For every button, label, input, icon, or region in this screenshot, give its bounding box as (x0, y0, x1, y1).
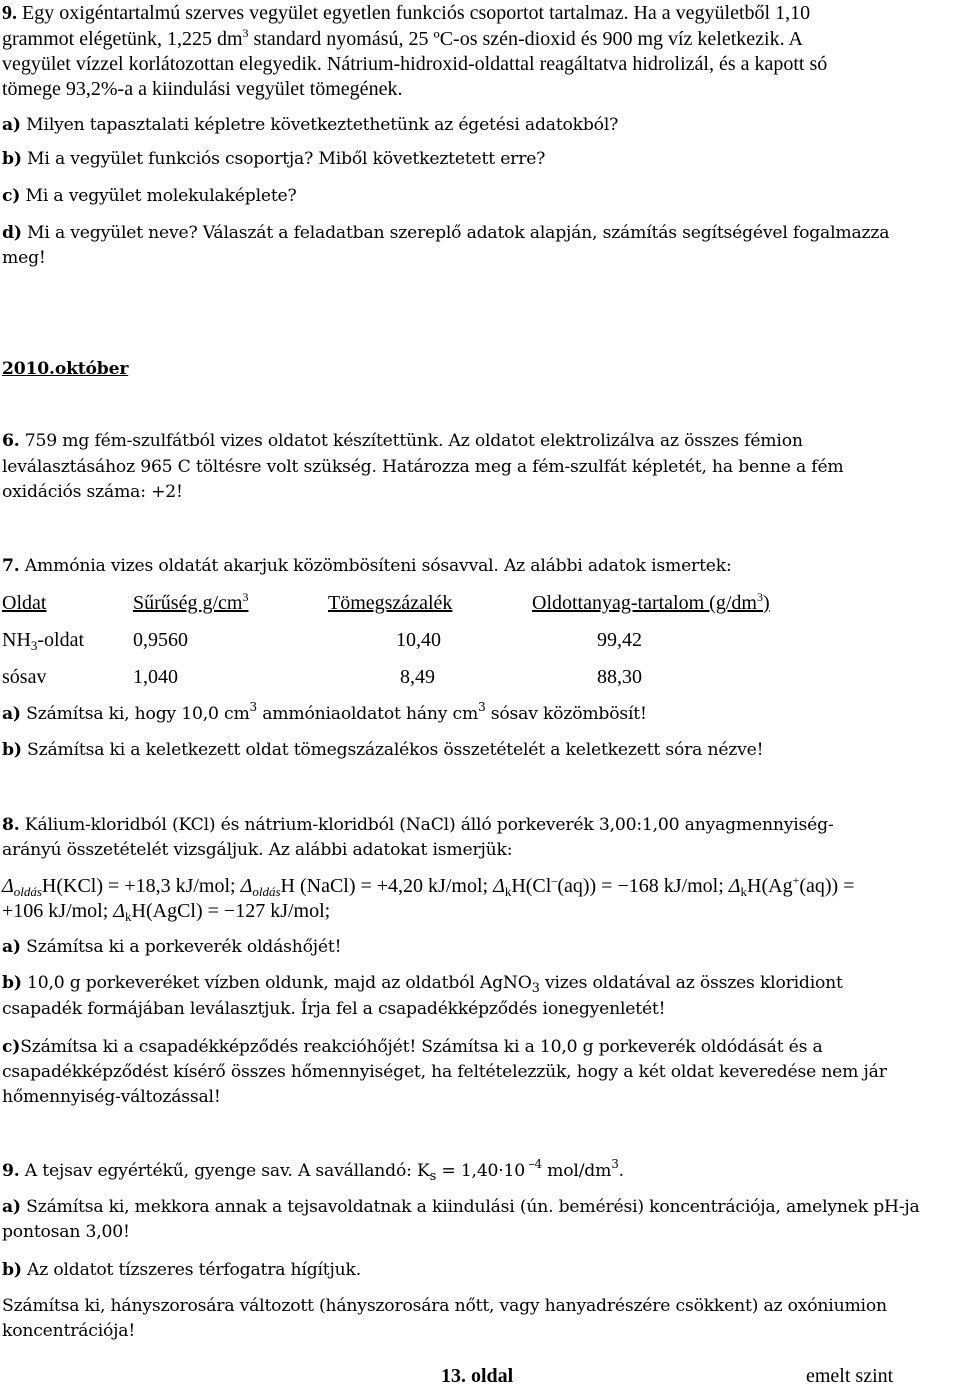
table-row-hcl-name: sósav (2, 666, 47, 688)
problem-7-intro: 7. Ammónia vizes oldatát akarjuk közömbösíteni sósavval. Az alábbi adatok ismertek: (2, 556, 732, 576)
problem-8-question-c: c)Számítsa ki a csapadékképződés reakcióhőjét! Számítsa ki a 10,0 g porkeverék oldódását és a (2, 1037, 823, 1057)
problem-9b-question-a-cont: pontosan 3,00! (2, 1222, 130, 1242)
problem-9b-line-4: Számítsa ki, hányszorosára változott (hányszorosára nőtt, vagy hanyadrészére csökkent) az oxóniumion (2, 1296, 887, 1316)
table-header-dissolved-content: Oldottanyag-tartalom $(g/dm^3)$ (532, 590, 770, 614)
problem-7-question-b: b) Számítsa ki a keletkezett oldat tömegszázalékos összetételét a keletkezett sóra nézve! (2, 740, 764, 760)
date-heading: 2010.október (2, 359, 129, 379)
problem-number: 6. (2, 431, 20, 451)
problem-9-question-b: b) Mi a vegyület funkciós csoportja? Miből következtetett erre? (2, 149, 546, 169)
problem-7-question-a: a) Számítsa ki, hogy 10,0 $cm^3$ ammóniaoldatot hány $cm^3$ sósav közömbösít! (2, 700, 647, 724)
problem-9-question-d: d) Mi a vegyület neve? Válaszát a feladatban szereplő adatok alapján, számítás segítségével fogalmazza (2, 223, 890, 243)
problem-8-enthalpy-line-1: $\Delta_{oldás}H(KCl) = +18,3$ kJ/mol; $\Delta_{oldás}H$ (NaCl) = +4,20 kJ/mol; $\Delta_kH(Cl^-(aq)) = -168$ kJ/mol; $\Delta_kH(Ag^+(aq))$ = (2, 873, 855, 899)
problem-number: 9. (2, 1161, 20, 1181)
table-row-ammonia-content: 99,42 (597, 629, 642, 651)
problem-6-line-3: oxidációs száma: +2! (2, 482, 183, 502)
problem-number: 7. (2, 556, 20, 576)
problem-9b-line-5: koncentrációja! (2, 1321, 136, 1341)
problem-8-question-b: b) 10,0 g porkeveréket vízben oldunk, majd az oldatból AgNO$_3$ vizes oldatával az összes kloridiont (2, 973, 843, 996)
problem-9-question-d-cont: meg! (2, 248, 46, 268)
table-row-ammonia-density: 0,9560 (133, 629, 188, 651)
problem-9-line-1: 9. Egy oxigéntartalmú szerves vegyület egyetlen funkciós csoportot tartalmaz. Ha a vegyületből 1,10 (2, 2, 811, 24)
table-header-mass-percent: Tömegszázalék (328, 592, 453, 614)
footer-level: emelt szint (806, 1365, 894, 1387)
problem-8-question-c-cont-1: csapadékképződést kísérő összes hőmennyiséget, ha feltételezzük, hogy a két oldat keveredése nem jár (2, 1062, 887, 1082)
table-row-ammonia-mass-percent: 10,40 (396, 629, 441, 651)
problem-8-question-c-cont-2: hőmennyiség-változással! (2, 1087, 221, 1107)
table-row-hcl-content: 88,30 (597, 666, 642, 688)
problem-6-line-1: 6. 759 mg fém-szulfátból vizes oldatot készítettünk. Az oldatot elektrolizálva az összes fémion (2, 431, 803, 451)
table-row-hcl-density: 1,040 (133, 666, 178, 688)
problem-8-question-b-cont: csapadék formájában leválasztjuk. Írja fel a csapadékképződés ionegyenletét! (2, 999, 666, 1019)
problem-9-question-a: a) Milyen tapasztalati képletre következtethetünk az égetési adatokból? (2, 115, 619, 135)
problem-9-line-3: vegyület vízzel korlátozottan elegyedik. Nátrium-hidroxid-oldattal reagáltatva hidrolizál, és a kapott só (2, 53, 828, 75)
problem-number: 8. (2, 815, 20, 835)
problem-number: 9. (2, 2, 17, 24)
problem-9-line-2: grammot elégetünk, 1,225 $dm^3$ standard nyomású, 25 ºC-os szén-dioxid és 900 mg víz keletkezik. A (2, 26, 803, 50)
problem-8-question-a: a) Számítsa ki a porkeverék oldáshőjét! (2, 937, 342, 957)
table-row-ammonia-name: $NH_3$-oldat (2, 629, 85, 653)
table-row-hcl-mass-percent: 8,49 (400, 666, 435, 688)
table-header-solution: Oldat (2, 592, 47, 614)
problem-9b-question-b: b) Az oldatot tízszeres térfogatra hígítjuk. (2, 1260, 361, 1280)
problem-9b-line-1: 9. A tejsav egyértékű, gyenge sav. A savállandó: $K_s = 1,40\cdot 10$ $^{-4}$ mol/$dm^3$. (2, 1157, 624, 1184)
problem-8-line-1: 8. Kálium-kloridból (KCl) és nátrium-kloridból (NaCl) álló porkeverék 3,00:1,00 anyagmennyiség- (2, 815, 834, 835)
problem-9b-question-a: a) Számítsa ki, mekkora annak a tejsavoldatnak a kiindulási (ún. bemérési) koncentrációja, amelynek pH-ja (2, 1197, 920, 1217)
footer-page-number: 13. oldal (441, 1365, 514, 1387)
problem-9-line-4: tömege 93,2%-a a kiindulási vegyület tömegének. (2, 78, 403, 100)
problem-6-line-2: leválasztásához 965 C töltésre volt szükség. Határozza meg a fém-szulfát képletét, ha benne a fém (2, 457, 844, 477)
problem-9-question-c: c) Mi a vegyület molekulaképlete? (2, 186, 297, 206)
problem-8-enthalpy-line-2: +106 kJ/mol; $\Delta_kH(AgCl) = -127$ kJ/mol; (2, 900, 331, 924)
table-header-density: Sűrűség $g/cm^3$ (133, 590, 249, 614)
problem-8-line-2: arányú összetételét vizsgáljuk. Az alábbi adatokat ismerjük: (2, 840, 513, 860)
